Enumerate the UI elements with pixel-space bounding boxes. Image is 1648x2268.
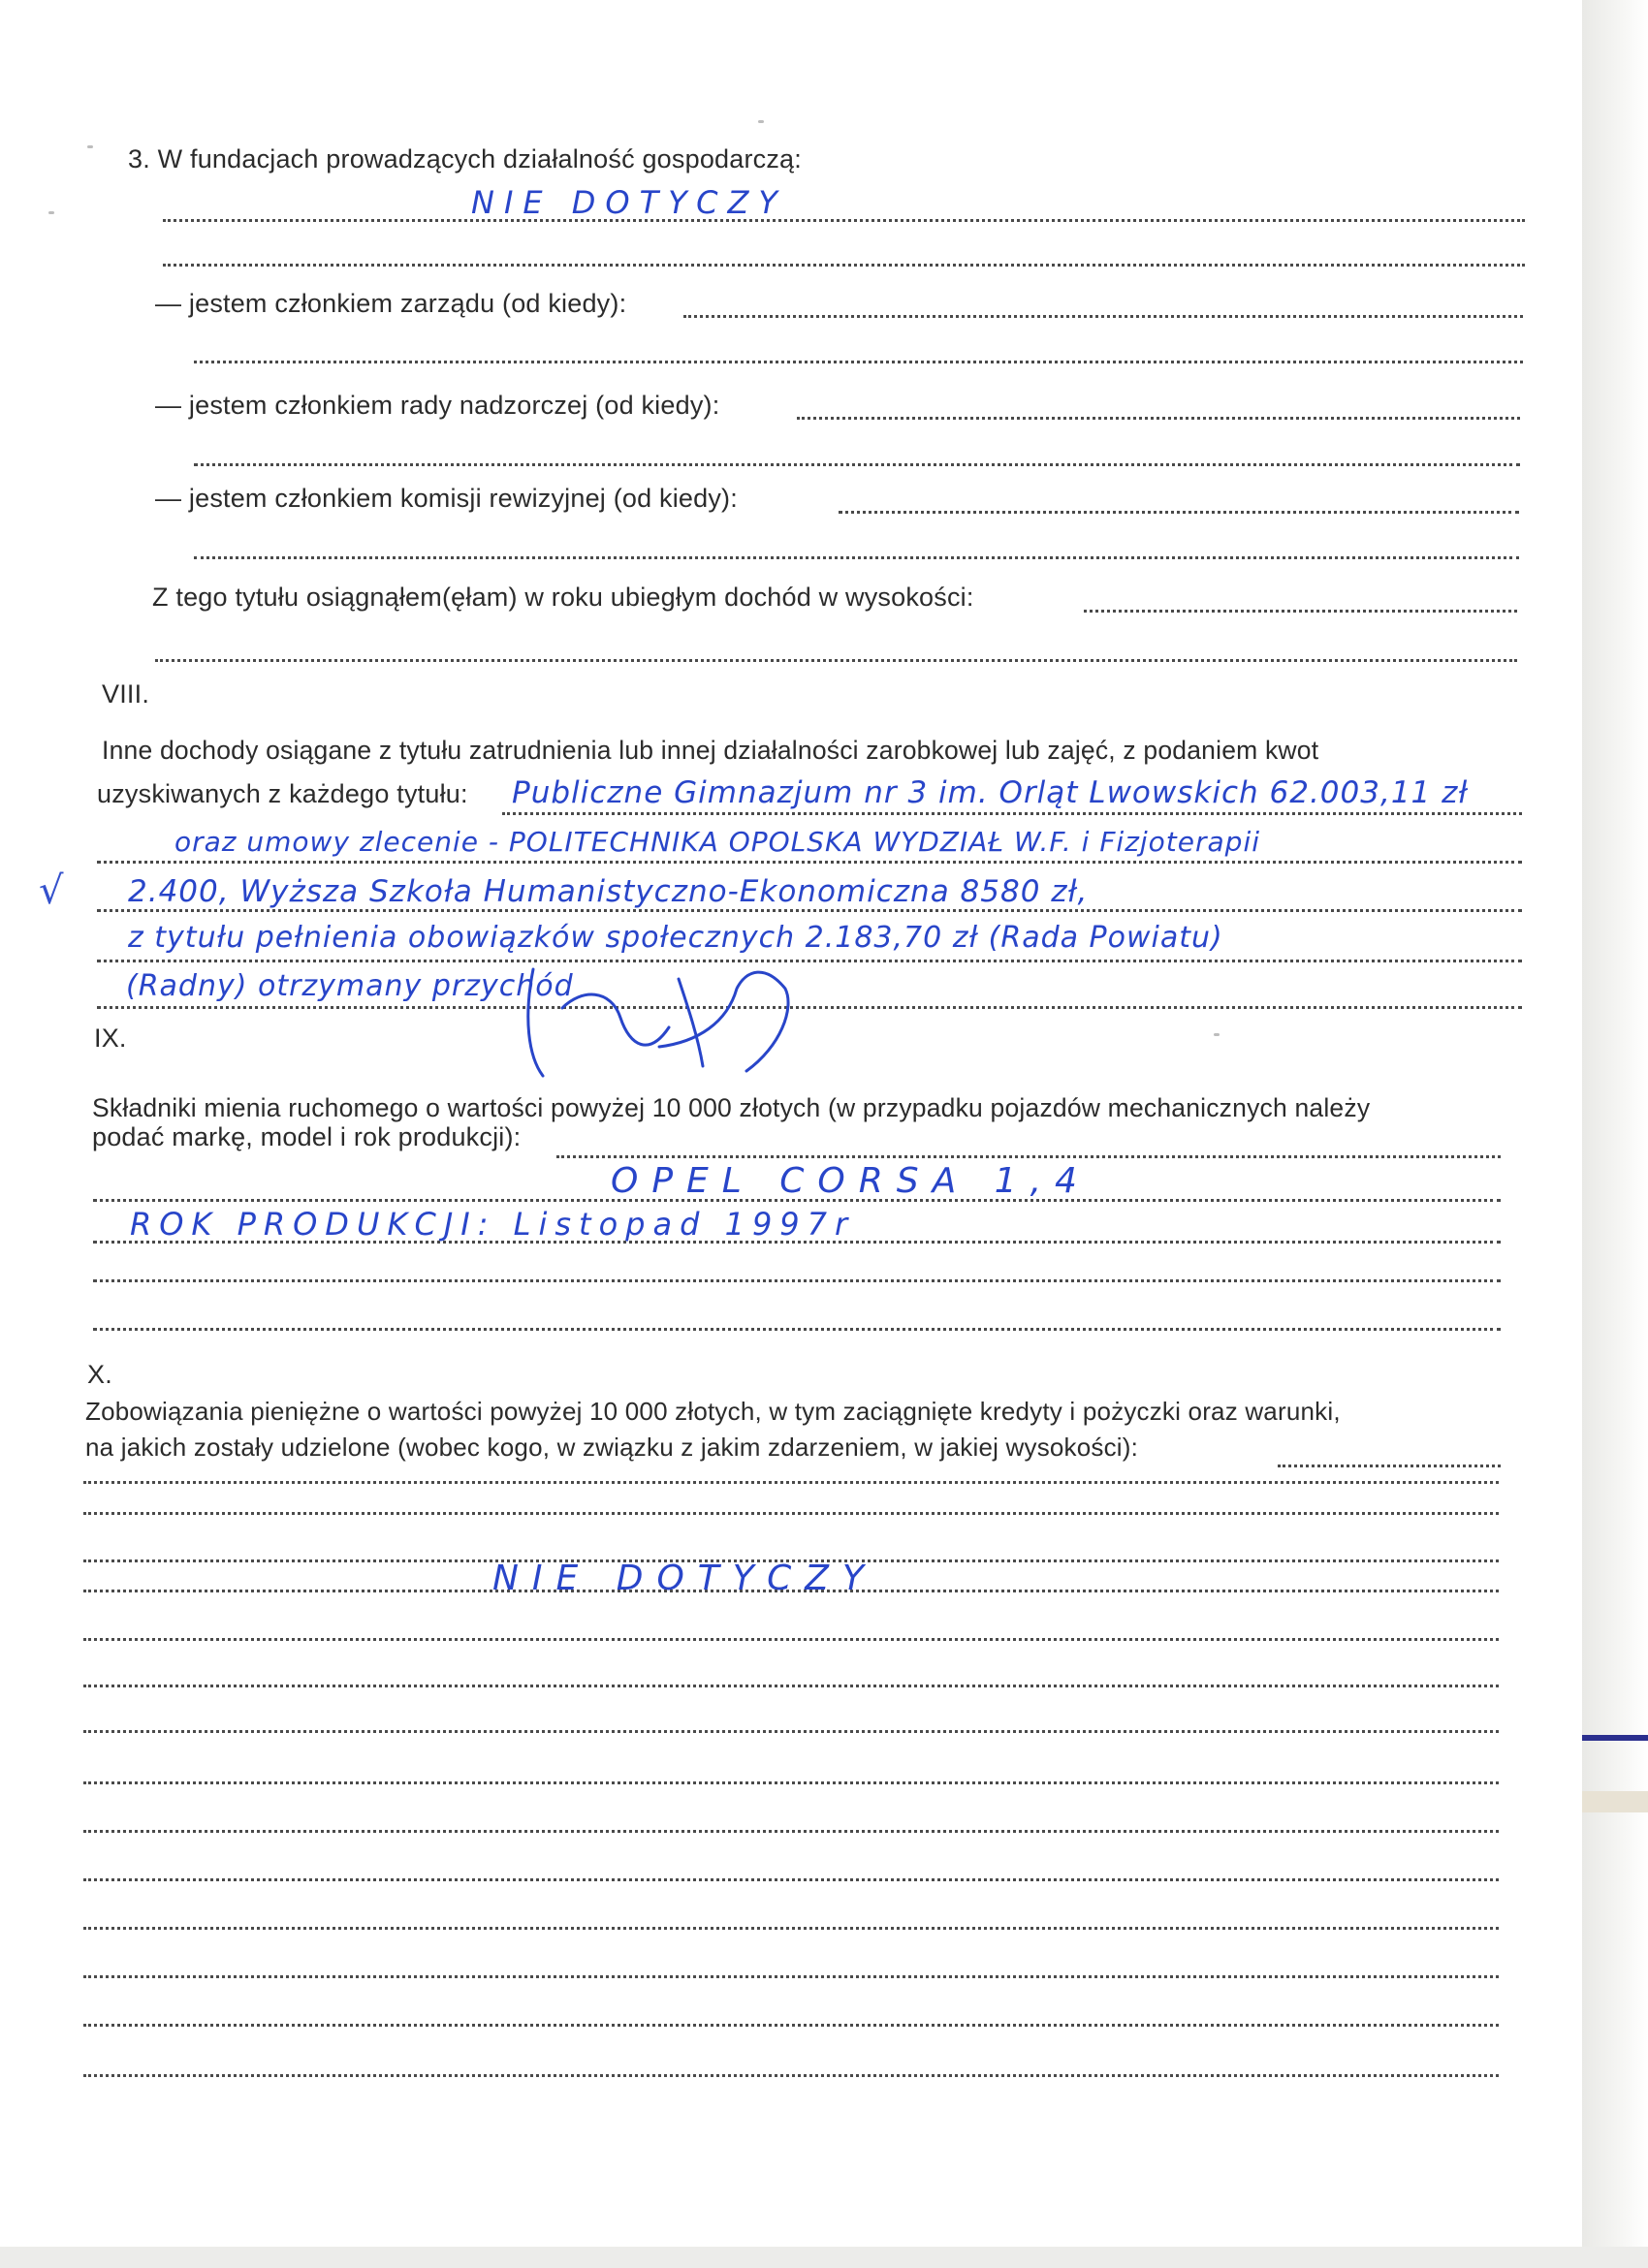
answer-line [502,812,1522,815]
answer-line [93,1279,1501,1282]
section-ix-heading: IX. [94,1024,127,1053]
check-mark: √ [39,868,64,913]
answer-line [797,417,1520,420]
answer-line [163,219,1525,222]
board-member-label: — jestem członkiem zarządu (od kiedy): [155,289,627,318]
answer-line [83,1638,1499,1641]
answer-line [93,1241,1501,1244]
answer-line [83,1512,1499,1515]
page-bottom-edge [0,2247,1648,2268]
section-ix-text: Składniki mienia ruchomego o wartości powyżej 10 000 złotych (w przypadku pojazdów mechanicznych należy [92,1093,1371,1122]
handwritten-income-line: oraz umowy zlecenie - POLITECHNIKA OPOLSKA WYDZIAŁ W.F. i Fizjoterapii [174,826,1261,858]
answer-line [839,511,1519,514]
answer-line [83,1590,1499,1592]
handwritten-signature [504,950,814,1086]
answer-line [194,361,1523,363]
answer-line [683,315,1523,318]
section-viii-text: uzyskiwanych z każdego tytułu: [97,779,468,808]
answer-line [194,463,1520,466]
scan-speck [48,211,54,214]
handwritten-not-applicable: NIE DOTYCZY [492,1559,877,1598]
answer-line [1084,610,1517,613]
answer-line [155,659,1517,662]
answer-line [163,264,1525,267]
answer-line [83,1481,1499,1484]
section-x-text: na jakich zostały udzielone (wobec kogo, w związku z jakim zdarzeniem, w jakiej wysokości): [85,1433,1139,1462]
scan-speck [1214,1033,1220,1036]
section-viii-heading: VIII. [102,679,150,709]
supervisory-board-label: — jestem członkiem rady nadzorczej (od kiedy): [155,391,720,420]
answer-line [97,861,1522,864]
section-x-heading: X. [87,1360,112,1389]
answer-line [83,2024,1499,2027]
section-viii-text: Inne dochody osiągane z tytułu zatrudnienia lub innej działalności zarobkowej lub zajęć, z podaniem kwot [102,736,1319,765]
answer-line [556,1155,1501,1158]
handwritten-vehicle-year: ROK PRODUKCJI: Listopad 1997r [130,1206,856,1243]
audit-committee-label: — jestem członkiem komisji rewizyjnej (od kiedy): [155,484,738,513]
handwritten-income-line: (Radny) otrzymany przychód [126,969,574,1003]
answer-line [1278,1465,1501,1467]
page-edge-mark [1582,1791,1648,1812]
answer-line [97,909,1522,912]
handwritten-income-line: Publiczne Gimnazjum nr 3 im. Orląt Lwowskich 62.003,11 zł [512,775,1469,810]
handwritten-not-applicable: NIE DOTYCZY [471,184,787,221]
handwritten-income-line: 2.400, Wyższa Szkoła Humanistyczno-Ekonomiczna 8580 zł, [128,874,1089,909]
answer-line [83,1830,1499,1833]
page-edge-stripe [1582,1735,1648,1741]
answer-line [83,1878,1499,1881]
scan-speck [87,145,93,148]
answer-line [93,1199,1501,1202]
answer-line [93,1328,1501,1331]
answer-line [83,1975,1499,1978]
scanner-edge [1582,0,1648,2268]
answer-line [83,1781,1499,1784]
item3-label: 3. W fundacjach prowadzących działalność gospodarczą: [128,144,802,173]
section-x-text: Zobowiązania pieniężne o wartości powyżej 10 000 złotych, w tym zaciągnięte kredyty i pożyczki oraz warunki, [85,1397,1341,1426]
section-ix-text: podać markę, model i rok produkcji): [92,1122,522,1151]
answer-line [194,556,1519,559]
answer-line [83,2074,1499,2077]
answer-line [83,1730,1499,1733]
handwritten-vehicle: OPEL CORSA 1,4 [611,1161,1091,1201]
answer-line [83,1927,1499,1930]
scan-speck [758,120,764,123]
answer-line [83,1685,1499,1687]
handwritten-income-line: z tytułu pełnienia obowiązków społecznych 2.183,70 zł (Rada Powiatu) [128,921,1223,955]
income-label: Z tego tytułu osiągnąłem(ęłam) w roku ubiegłym dochód w wysokości: [152,583,974,612]
